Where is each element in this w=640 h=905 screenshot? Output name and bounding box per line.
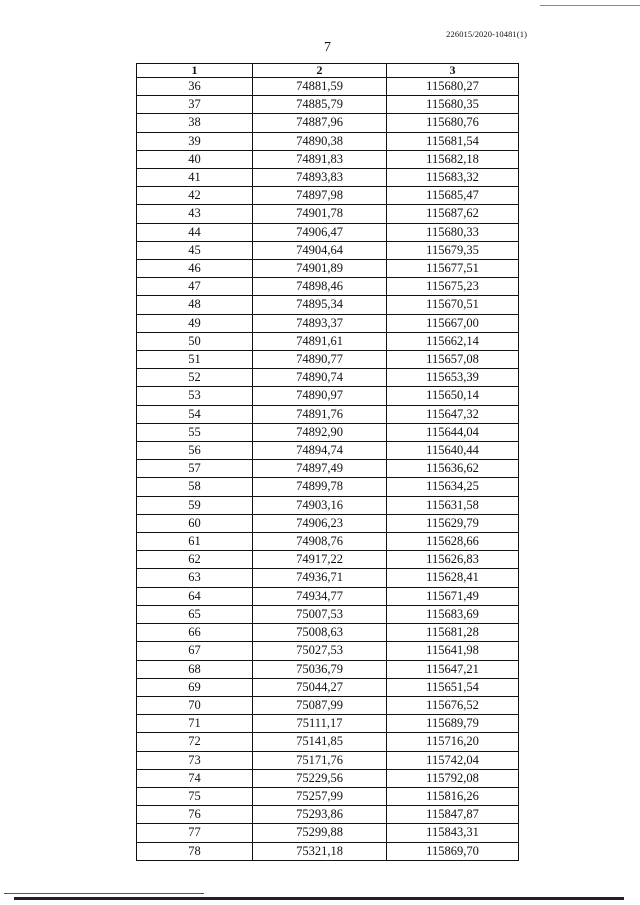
cell-point-number: 78 [137, 842, 253, 860]
cell-y: 115680,76 [387, 114, 519, 132]
cell-y: 115847,87 [387, 806, 519, 824]
cell-x: 74897,49 [253, 460, 387, 478]
cell-point-number: 66 [137, 624, 253, 642]
cell-y: 115680,33 [387, 223, 519, 241]
cell-x: 74898,46 [253, 278, 387, 296]
table-row [137, 314, 519, 332]
cell-point-number: 54 [137, 405, 253, 423]
cell-point-number: 47 [137, 278, 253, 296]
cell-x: 74903,16 [253, 496, 387, 514]
table-row [137, 132, 519, 150]
cell-y: 115641,98 [387, 642, 519, 660]
cell-x: 74891,83 [253, 150, 387, 168]
cell-y: 115682,18 [387, 150, 519, 168]
table-row [137, 278, 519, 296]
cell-point-number: 41 [137, 169, 253, 187]
cell-point-number: 77 [137, 824, 253, 842]
column-header-y: 3 [387, 64, 519, 78]
table-row [137, 460, 519, 478]
cell-x: 75171,76 [253, 751, 387, 769]
cell-point-number: 67 [137, 642, 253, 660]
cell-point-number: 74 [137, 769, 253, 787]
cell-point-number: 76 [137, 806, 253, 824]
table-row [137, 387, 519, 405]
cell-point-number: 37 [137, 96, 253, 114]
table-row [137, 769, 519, 787]
cell-point-number: 44 [137, 223, 253, 241]
cell-point-number: 63 [137, 569, 253, 587]
cell-x: 74904,64 [253, 241, 387, 259]
table-row [137, 150, 519, 168]
table-row [137, 733, 519, 751]
cell-y: 115631,58 [387, 496, 519, 514]
cell-x: 74890,77 [253, 351, 387, 369]
cell-x: 75293,86 [253, 806, 387, 824]
table-row [137, 551, 519, 569]
cell-x: 74906,47 [253, 223, 387, 241]
table-row [137, 751, 519, 769]
cell-y: 115676,52 [387, 696, 519, 714]
cell-x: 74894,74 [253, 442, 387, 460]
cell-x: 74897,98 [253, 187, 387, 205]
table-row [137, 442, 519, 460]
cell-point-number: 65 [137, 605, 253, 623]
cell-point-number: 45 [137, 241, 253, 259]
table-row [137, 114, 519, 132]
cell-y: 115662,14 [387, 332, 519, 350]
cell-x: 74917,22 [253, 551, 387, 569]
cell-y: 115644,04 [387, 423, 519, 441]
table-body [137, 78, 519, 861]
cell-x: 74891,76 [253, 405, 387, 423]
cell-y: 115651,54 [387, 678, 519, 696]
cell-x: 75007,53 [253, 605, 387, 623]
cell-x: 75141,85 [253, 733, 387, 751]
cell-y: 115650,14 [387, 387, 519, 405]
cell-y: 115636,62 [387, 460, 519, 478]
cell-y: 115792,08 [387, 769, 519, 787]
cell-point-number: 56 [137, 442, 253, 460]
bottom-scan-line [4, 893, 204, 894]
table-row [137, 842, 519, 860]
cell-point-number: 48 [137, 296, 253, 314]
cell-y: 115843,31 [387, 824, 519, 842]
cell-y: 115869,70 [387, 842, 519, 860]
coordinates-table [136, 63, 519, 861]
cell-y: 115683,32 [387, 169, 519, 187]
cell-point-number: 51 [137, 351, 253, 369]
cell-point-number: 49 [137, 314, 253, 332]
table-row [137, 715, 519, 733]
table-row [137, 260, 519, 278]
cell-x: 75257,99 [253, 787, 387, 805]
cell-x: 74881,59 [253, 78, 387, 96]
cell-x: 74934,77 [253, 587, 387, 605]
table-row [137, 696, 519, 714]
cell-y: 115628,66 [387, 533, 519, 551]
table-row [137, 678, 519, 696]
cell-point-number: 43 [137, 205, 253, 223]
cell-point-number: 68 [137, 660, 253, 678]
table-row [137, 660, 519, 678]
table-row [137, 241, 519, 259]
table-row [137, 496, 519, 514]
cell-y: 115640,44 [387, 442, 519, 460]
cell-y: 115716,20 [387, 733, 519, 751]
cell-x: 75299,88 [253, 824, 387, 842]
cell-point-number: 40 [137, 150, 253, 168]
cell-x: 74901,89 [253, 260, 387, 278]
table-row [137, 369, 519, 387]
top-edge-line [540, 5, 640, 6]
cell-point-number: 62 [137, 551, 253, 569]
cell-x: 74885,79 [253, 96, 387, 114]
cell-point-number: 59 [137, 496, 253, 514]
cell-y: 115816,26 [387, 787, 519, 805]
cell-x: 75229,56 [253, 769, 387, 787]
table-row [137, 533, 519, 551]
cell-point-number: 55 [137, 423, 253, 441]
cell-point-number: 69 [137, 678, 253, 696]
cell-x: 74890,38 [253, 132, 387, 150]
cell-y: 115675,23 [387, 278, 519, 296]
cell-x: 74906,23 [253, 514, 387, 532]
table-row [137, 514, 519, 532]
table-row [137, 787, 519, 805]
cell-point-number: 53 [137, 387, 253, 405]
cell-point-number: 58 [137, 478, 253, 496]
table-row [137, 806, 519, 824]
cell-x: 74908,76 [253, 533, 387, 551]
cell-x: 74891,61 [253, 332, 387, 350]
cell-y: 115681,54 [387, 132, 519, 150]
cell-x: 74890,97 [253, 387, 387, 405]
cell-x: 75036,79 [253, 660, 387, 678]
cell-point-number: 52 [137, 369, 253, 387]
cell-x: 74890,74 [253, 369, 387, 387]
table-row [137, 824, 519, 842]
cell-y: 115681,28 [387, 624, 519, 642]
cell-y: 115653,39 [387, 369, 519, 387]
cell-y: 115677,51 [387, 260, 519, 278]
cell-point-number: 75 [137, 787, 253, 805]
cell-y: 115742,04 [387, 751, 519, 769]
cell-x: 75044,27 [253, 678, 387, 696]
cell-y: 115628,41 [387, 569, 519, 587]
cell-y: 115670,51 [387, 296, 519, 314]
table-row [137, 96, 519, 114]
cell-y: 115689,79 [387, 715, 519, 733]
page-number: 7 [324, 40, 331, 55]
cell-x: 75008,63 [253, 624, 387, 642]
table-row [137, 405, 519, 423]
cell-y: 115647,32 [387, 405, 519, 423]
table-row [137, 223, 519, 241]
column-header-x: 2 [253, 64, 387, 78]
cell-point-number: 57 [137, 460, 253, 478]
table-row [137, 332, 519, 350]
cell-x: 74936,71 [253, 569, 387, 587]
cell-x: 74892,90 [253, 423, 387, 441]
cell-x: 74901,78 [253, 205, 387, 223]
cell-point-number: 70 [137, 696, 253, 714]
cell-point-number: 64 [137, 587, 253, 605]
cell-y: 115679,35 [387, 241, 519, 259]
table-row [137, 624, 519, 642]
document-id: 226015/2020-10481(1) [446, 29, 527, 39]
cell-point-number: 60 [137, 514, 253, 532]
cell-x: 75087,99 [253, 696, 387, 714]
column-header-point-number: 1 [137, 64, 253, 78]
cell-y: 115626,83 [387, 551, 519, 569]
cell-point-number: 50 [137, 332, 253, 350]
cell-point-number: 36 [137, 78, 253, 96]
table-header-row [137, 64, 519, 78]
table-row [137, 569, 519, 587]
cell-x: 75321,18 [253, 842, 387, 860]
cell-x: 74895,34 [253, 296, 387, 314]
cell-y: 115629,79 [387, 514, 519, 532]
cell-x: 74893,37 [253, 314, 387, 332]
cell-y: 115680,27 [387, 78, 519, 96]
cell-y: 115647,21 [387, 660, 519, 678]
cell-x: 74893,83 [253, 169, 387, 187]
table-row [137, 351, 519, 369]
cell-y: 115680,35 [387, 96, 519, 114]
cell-x: 74887,96 [253, 114, 387, 132]
table-row [137, 78, 519, 96]
cell-x: 75027,53 [253, 642, 387, 660]
table-row [137, 296, 519, 314]
table-row [137, 205, 519, 223]
cell-y: 115687,62 [387, 205, 519, 223]
bottom-rule [14, 897, 624, 900]
cell-y: 115657,08 [387, 351, 519, 369]
cell-point-number: 72 [137, 733, 253, 751]
table-row [137, 587, 519, 605]
cell-x: 74899,78 [253, 478, 387, 496]
cell-y: 115683,69 [387, 605, 519, 623]
table-row [137, 478, 519, 496]
table-row [137, 187, 519, 205]
table-row [137, 605, 519, 623]
cell-point-number: 39 [137, 132, 253, 150]
cell-point-number: 73 [137, 751, 253, 769]
cell-y: 115685,47 [387, 187, 519, 205]
cell-point-number: 38 [137, 114, 253, 132]
cell-y: 115671,49 [387, 587, 519, 605]
cell-point-number: 42 [137, 187, 253, 205]
cell-x: 75111,17 [253, 715, 387, 733]
cell-point-number: 71 [137, 715, 253, 733]
table-row [137, 169, 519, 187]
cell-point-number: 46 [137, 260, 253, 278]
cell-y: 115667,00 [387, 314, 519, 332]
table-row [137, 423, 519, 441]
cell-y: 115634,25 [387, 478, 519, 496]
cell-point-number: 61 [137, 533, 253, 551]
table-row [137, 642, 519, 660]
